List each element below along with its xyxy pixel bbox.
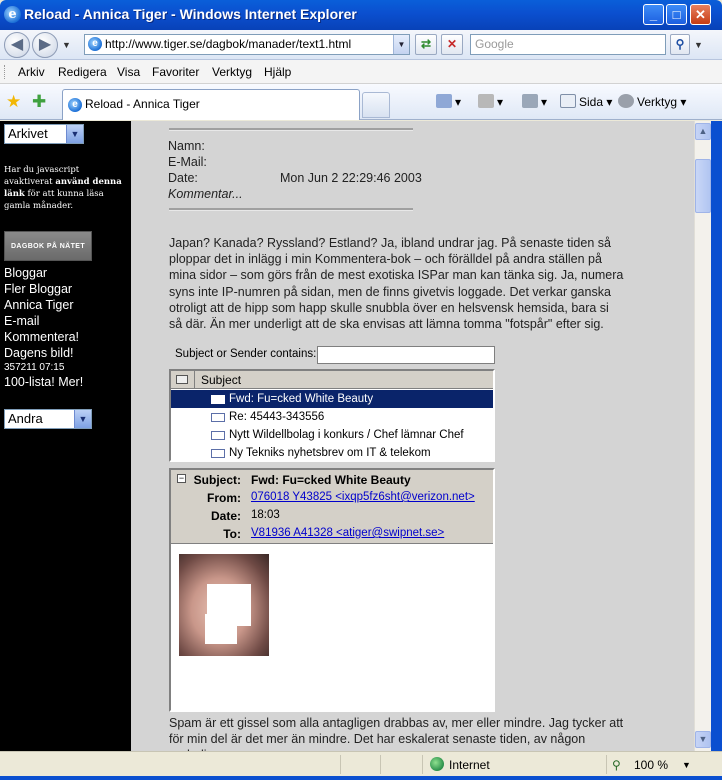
menu-grip xyxy=(4,65,7,79)
forward-button[interactable]: ▶ xyxy=(32,32,58,58)
tools-menu-button[interactable]: Verktyg ▾ xyxy=(618,94,686,109)
divider xyxy=(169,128,413,131)
archive-select[interactable] xyxy=(4,124,84,144)
page-icon: e xyxy=(68,98,82,112)
mail-column-icon xyxy=(171,371,195,389)
home-button[interactable]: ▾ xyxy=(436,94,461,109)
envelope-icon xyxy=(176,375,188,384)
list-item-subject: Nytt Wildellbolag i konkurs / Chef lämnar Chef xyxy=(229,429,464,441)
zoom-chevron-down-icon[interactable]: ▼ xyxy=(682,760,691,770)
scroll-up-button[interactable]: ▲ xyxy=(695,123,711,140)
main-content xyxy=(131,121,694,751)
status-divider xyxy=(380,755,381,774)
collapse-icon: − xyxy=(178,473,185,483)
status-divider xyxy=(422,755,423,774)
menu-arkiv[interactable]: Arkiv xyxy=(18,65,45,79)
mail-date-value: 18:03 xyxy=(251,509,280,521)
menu-bar xyxy=(0,60,722,84)
mail-from-value: 076018 Y43825 <ixqp5fz6sht@verizon.net> xyxy=(251,491,475,503)
new-tab-button[interactable] xyxy=(362,92,390,118)
security-zone-label: Internet xyxy=(449,758,490,772)
divider xyxy=(169,208,413,211)
comment-date-label: Date: xyxy=(168,171,198,185)
other-select[interactable] xyxy=(4,409,92,429)
search-options-chevron-down-icon[interactable]: ▼ xyxy=(694,40,703,50)
mail-message-list xyxy=(169,369,495,462)
mail-search-bar xyxy=(169,345,495,367)
search-input[interactable]: Google xyxy=(470,34,666,55)
status-divider xyxy=(340,755,341,774)
link-dagens-bild[interactable]: Dagens bild! xyxy=(4,346,74,360)
minimize-button[interactable]: _ xyxy=(643,4,664,25)
page-menu-button[interactable]: Sida ▾ xyxy=(560,94,612,109)
search-icon[interactable]: ⚲ xyxy=(670,34,690,55)
censor-block xyxy=(205,614,237,644)
comment-date-value: Mon Jun 2 22:29:46 2003 xyxy=(280,171,422,185)
internet-zone-globe-icon xyxy=(430,757,444,771)
envelope-icon xyxy=(211,431,225,440)
menu-visa[interactable]: Visa xyxy=(117,65,141,79)
mail-column-subject: Subject xyxy=(201,373,242,387)
back-button[interactable]: ◀ xyxy=(4,32,30,58)
visitor-timestamp: 357211 07:15 xyxy=(4,362,65,373)
favorites-star-icon[interactable]: ★ xyxy=(6,92,22,111)
envelope-icon xyxy=(211,413,225,422)
link-bloggar[interactable]: Bloggar xyxy=(4,266,48,280)
article-paragraph: Spam är ett gissel som alla antagligen drabbas av, mer eller mindre. Jag tycker att för min del är det mer än mindre. Det har eskalerat senaste tiden, av någon xyxy=(169,716,624,747)
mail-date-label: Date: xyxy=(210,509,241,523)
close-button[interactable]: ✕ xyxy=(690,4,711,25)
censored-photo xyxy=(179,554,269,656)
window-frame-right xyxy=(711,121,722,751)
window-frame-bottom xyxy=(0,776,722,780)
article-paragraph: Japan? Kanada? Ryssland? Estland? Ja, ibland undrar jag. På senaste tiden så ploppar det in inlägg i min Kommentera-bok – och förälldel på andra ställen på mina sidor – som görs från de mest exotiska ISPar man kan tänka sig. Ja, numera syns inte IP-numren på sidan, men de finns givetvis loggade. Det verkar ganska otroligt att de hipp som happ skulle snubbla över en helsvensk hemsida, bara si så där. Än mer underligt att de ska envisas att lämna tomma "fotspår" efter sig. xyxy=(169,236,624,332)
js-note-text-end: för att kunna läsa gamla månader. xyxy=(4,189,104,211)
page-menu-icon xyxy=(560,94,576,108)
status-divider xyxy=(606,755,607,774)
link-fler-bloggar[interactable]: Fler Bloggar xyxy=(4,282,73,296)
tab-bar xyxy=(0,84,722,120)
mail-subject-value: Fwd: Fu=cked White Beauty xyxy=(251,473,411,487)
menu-hjalp[interactable]: Hjälp xyxy=(264,65,292,79)
refresh-button[interactable]: ⇄ xyxy=(415,34,437,55)
menu-redigera[interactable]: Redigera xyxy=(58,65,107,79)
ie-logo-icon: e xyxy=(4,6,21,23)
list-item xyxy=(171,390,493,408)
list-item xyxy=(171,444,493,462)
mail-to-label: To: xyxy=(223,527,241,541)
menu-favoriter[interactable]: Favoriter xyxy=(152,65,200,79)
mail-from-label: From: xyxy=(207,491,241,505)
address-toolbar xyxy=(0,30,722,60)
js-note-link[interactable]: använd denna länk xyxy=(4,177,122,199)
add-favorite-icon[interactable]: ✚ xyxy=(32,92,47,111)
mail-to-value: V81936 A41328 <atiger@swipnet.se> xyxy=(251,527,445,539)
link-email[interactable]: E-mail xyxy=(4,314,40,328)
home-icon xyxy=(436,94,452,108)
address-dropdown-chevron-down-icon[interactable]: ▼ xyxy=(393,35,409,54)
chevron-down-icon: ▼ xyxy=(66,125,83,143)
mail-preview-header xyxy=(171,470,493,544)
rss-icon xyxy=(478,94,494,108)
gear-icon xyxy=(618,94,634,108)
other-select-value: Andra xyxy=(8,411,43,426)
comment-email-label: E-Mail: xyxy=(168,155,207,169)
window-title: Reload - Annica Tiger - Windows Internet Explorer xyxy=(24,6,357,22)
comment-text-label: Kommentar... xyxy=(168,187,243,201)
mail-search-input xyxy=(317,346,495,364)
page-menu-label: Sida xyxy=(579,95,604,109)
zoom-magnifier-icon[interactable]: ⚲ xyxy=(612,758,621,772)
printer-icon xyxy=(522,94,538,108)
mail-list-header xyxy=(171,371,493,389)
dagbok-badge[interactable]: DAGBOK PÅ NÄTET xyxy=(4,231,92,261)
mail-subject-label: Subject: xyxy=(193,473,241,487)
comment-name-label: Namn: xyxy=(168,139,205,153)
vertical-scrollbar[interactable] xyxy=(694,121,711,751)
envelope-icon xyxy=(211,395,225,404)
tab-reload-annica-tiger[interactable] xyxy=(62,89,360,120)
link-annica-tiger[interactable]: Annica Tiger xyxy=(4,298,74,312)
link-100-lista[interactable]: 100-lista! Mer! xyxy=(4,375,84,389)
js-note-text: Har du javascript avaktiverat xyxy=(4,165,80,187)
feeds-button[interactable]: ▾ xyxy=(478,94,503,109)
print-button[interactable]: ▾ xyxy=(522,94,547,109)
archive-select-value: Arkivet xyxy=(8,126,48,141)
mail-preview xyxy=(169,468,495,712)
scroll-thumb[interactable] xyxy=(695,159,711,213)
page-viewport[interactable] xyxy=(0,121,694,751)
list-item-subject: Fwd: Fu=cked White Beauty xyxy=(229,393,374,405)
recent-pages-chevron-down-icon[interactable]: ▼ xyxy=(62,40,71,50)
envelope-icon xyxy=(211,449,225,458)
list-item-subject: Ny Tekniks nyhetsbrev om IT & telekom xyxy=(229,447,431,459)
list-item xyxy=(171,426,493,444)
menu-verktyg[interactable]: Verktyg xyxy=(212,65,253,79)
sidebar xyxy=(0,121,131,751)
zoom-level[interactable]: 100 % xyxy=(634,758,669,772)
mail-search-label: Subject or Sender contains: xyxy=(175,348,317,360)
status-bar xyxy=(0,751,722,776)
scroll-down-button[interactable]: ▼ xyxy=(695,731,711,748)
tab-label: Reload - Annica Tiger xyxy=(85,97,200,111)
maximize-button[interactable]: □ xyxy=(666,4,687,25)
tools-menu-label: Verktyg xyxy=(637,95,678,109)
address-input[interactable] xyxy=(84,34,410,55)
page-icon: e xyxy=(88,37,102,51)
address-url: http://www.tiger.se/dagbok/manader/text1.html xyxy=(105,37,352,51)
link-kommentera[interactable]: Kommentera! xyxy=(4,330,80,344)
list-item-subject: Re: 45443-343556 xyxy=(229,411,325,423)
chevron-down-icon: ▼ xyxy=(74,410,91,428)
window-titlebar[interactable] xyxy=(0,0,722,30)
stop-button[interactable]: ✕ xyxy=(441,34,463,55)
js-note xyxy=(4,164,124,212)
list-item xyxy=(171,408,493,426)
